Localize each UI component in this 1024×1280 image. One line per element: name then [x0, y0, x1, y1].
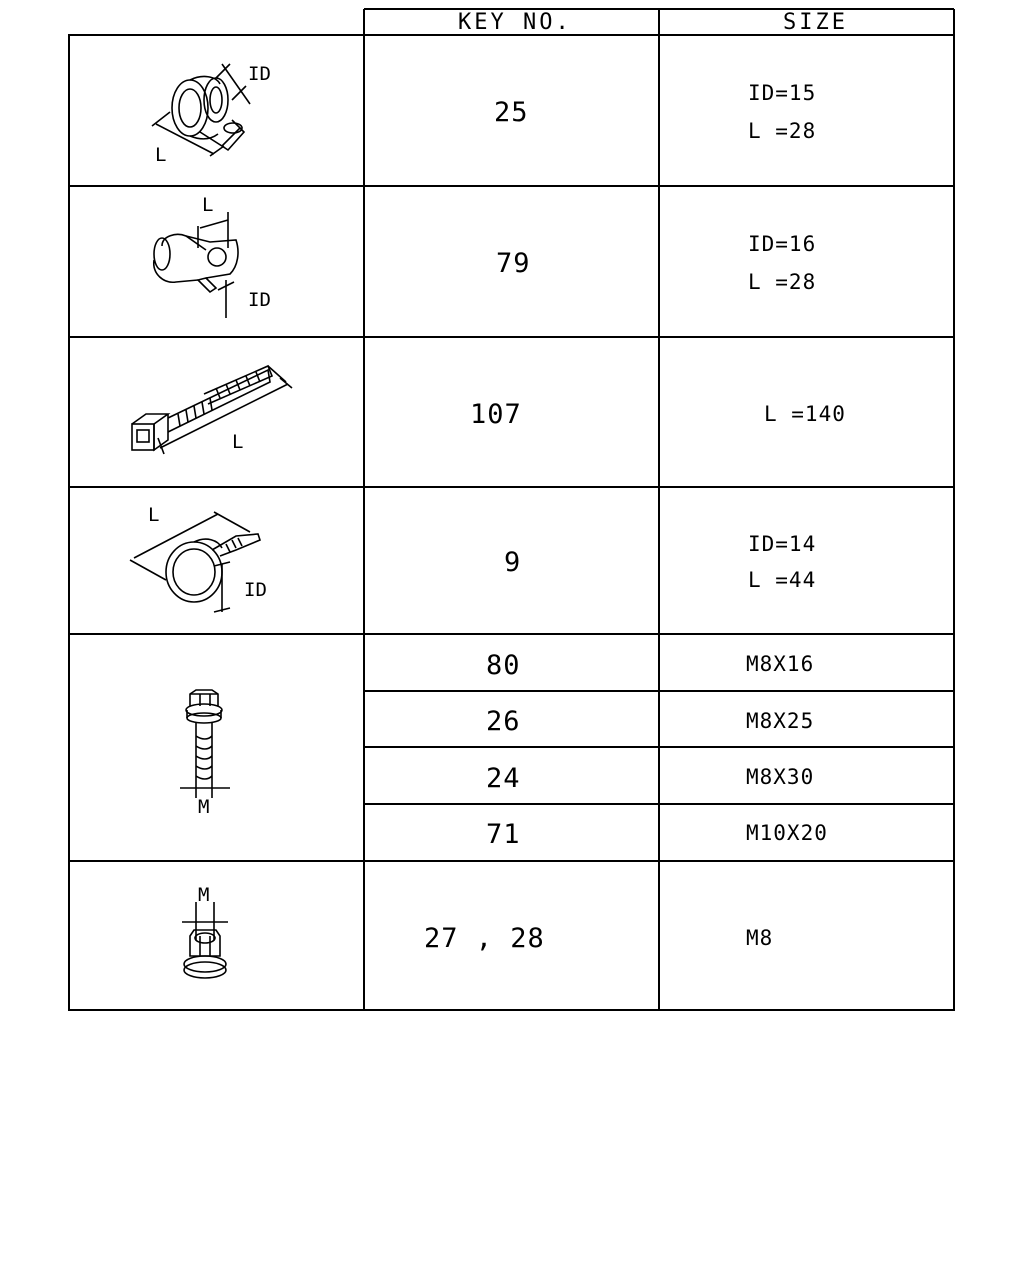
size-line: L =28	[748, 119, 817, 143]
key-no-cell: 107	[470, 399, 522, 430]
flange-nut-icon	[160, 880, 260, 990]
size-cell: M10X20	[746, 821, 828, 845]
key-no-cell: 27 , 28	[424, 923, 545, 954]
label-id: ID	[244, 579, 267, 601]
size-line: ID=14	[748, 532, 817, 556]
key-no-cell: 71	[486, 819, 521, 850]
label-id: ID	[248, 63, 271, 85]
key-no-cell: 79	[496, 248, 531, 279]
flange-bolt-icon	[160, 680, 260, 820]
key-no-cell: 80	[486, 650, 521, 681]
p-clamp-icon	[140, 192, 340, 322]
label-l: L	[155, 144, 167, 166]
size-line: L =140	[764, 402, 846, 426]
size-line: L =44	[748, 568, 817, 592]
size-cell: M8X25	[746, 709, 815, 733]
size-line: M8	[746, 926, 774, 950]
size-cell: M8X16	[746, 652, 815, 676]
label-m: M	[198, 884, 210, 906]
label-l: L	[232, 431, 244, 453]
label-l: L	[202, 194, 214, 216]
label-id: ID	[248, 289, 271, 311]
header-size: SIZE	[783, 10, 848, 35]
cable-tie-icon	[120, 352, 340, 472]
size-line: L =28	[748, 270, 817, 294]
header-key-no: KEY NO.	[458, 10, 572, 35]
key-no-cell: 9	[504, 547, 522, 578]
key-no-cell: 25	[494, 97, 529, 128]
size-cell: M8X30	[746, 765, 815, 789]
label-m: M	[198, 796, 210, 818]
label-l: L	[148, 504, 160, 526]
size-line: ID=16	[748, 232, 817, 256]
rubber-lined-p-clamp-icon	[140, 50, 340, 180]
key-no-cell: 24	[486, 763, 521, 794]
key-no-cell: 26	[486, 706, 521, 737]
size-line: ID=15	[748, 81, 817, 105]
